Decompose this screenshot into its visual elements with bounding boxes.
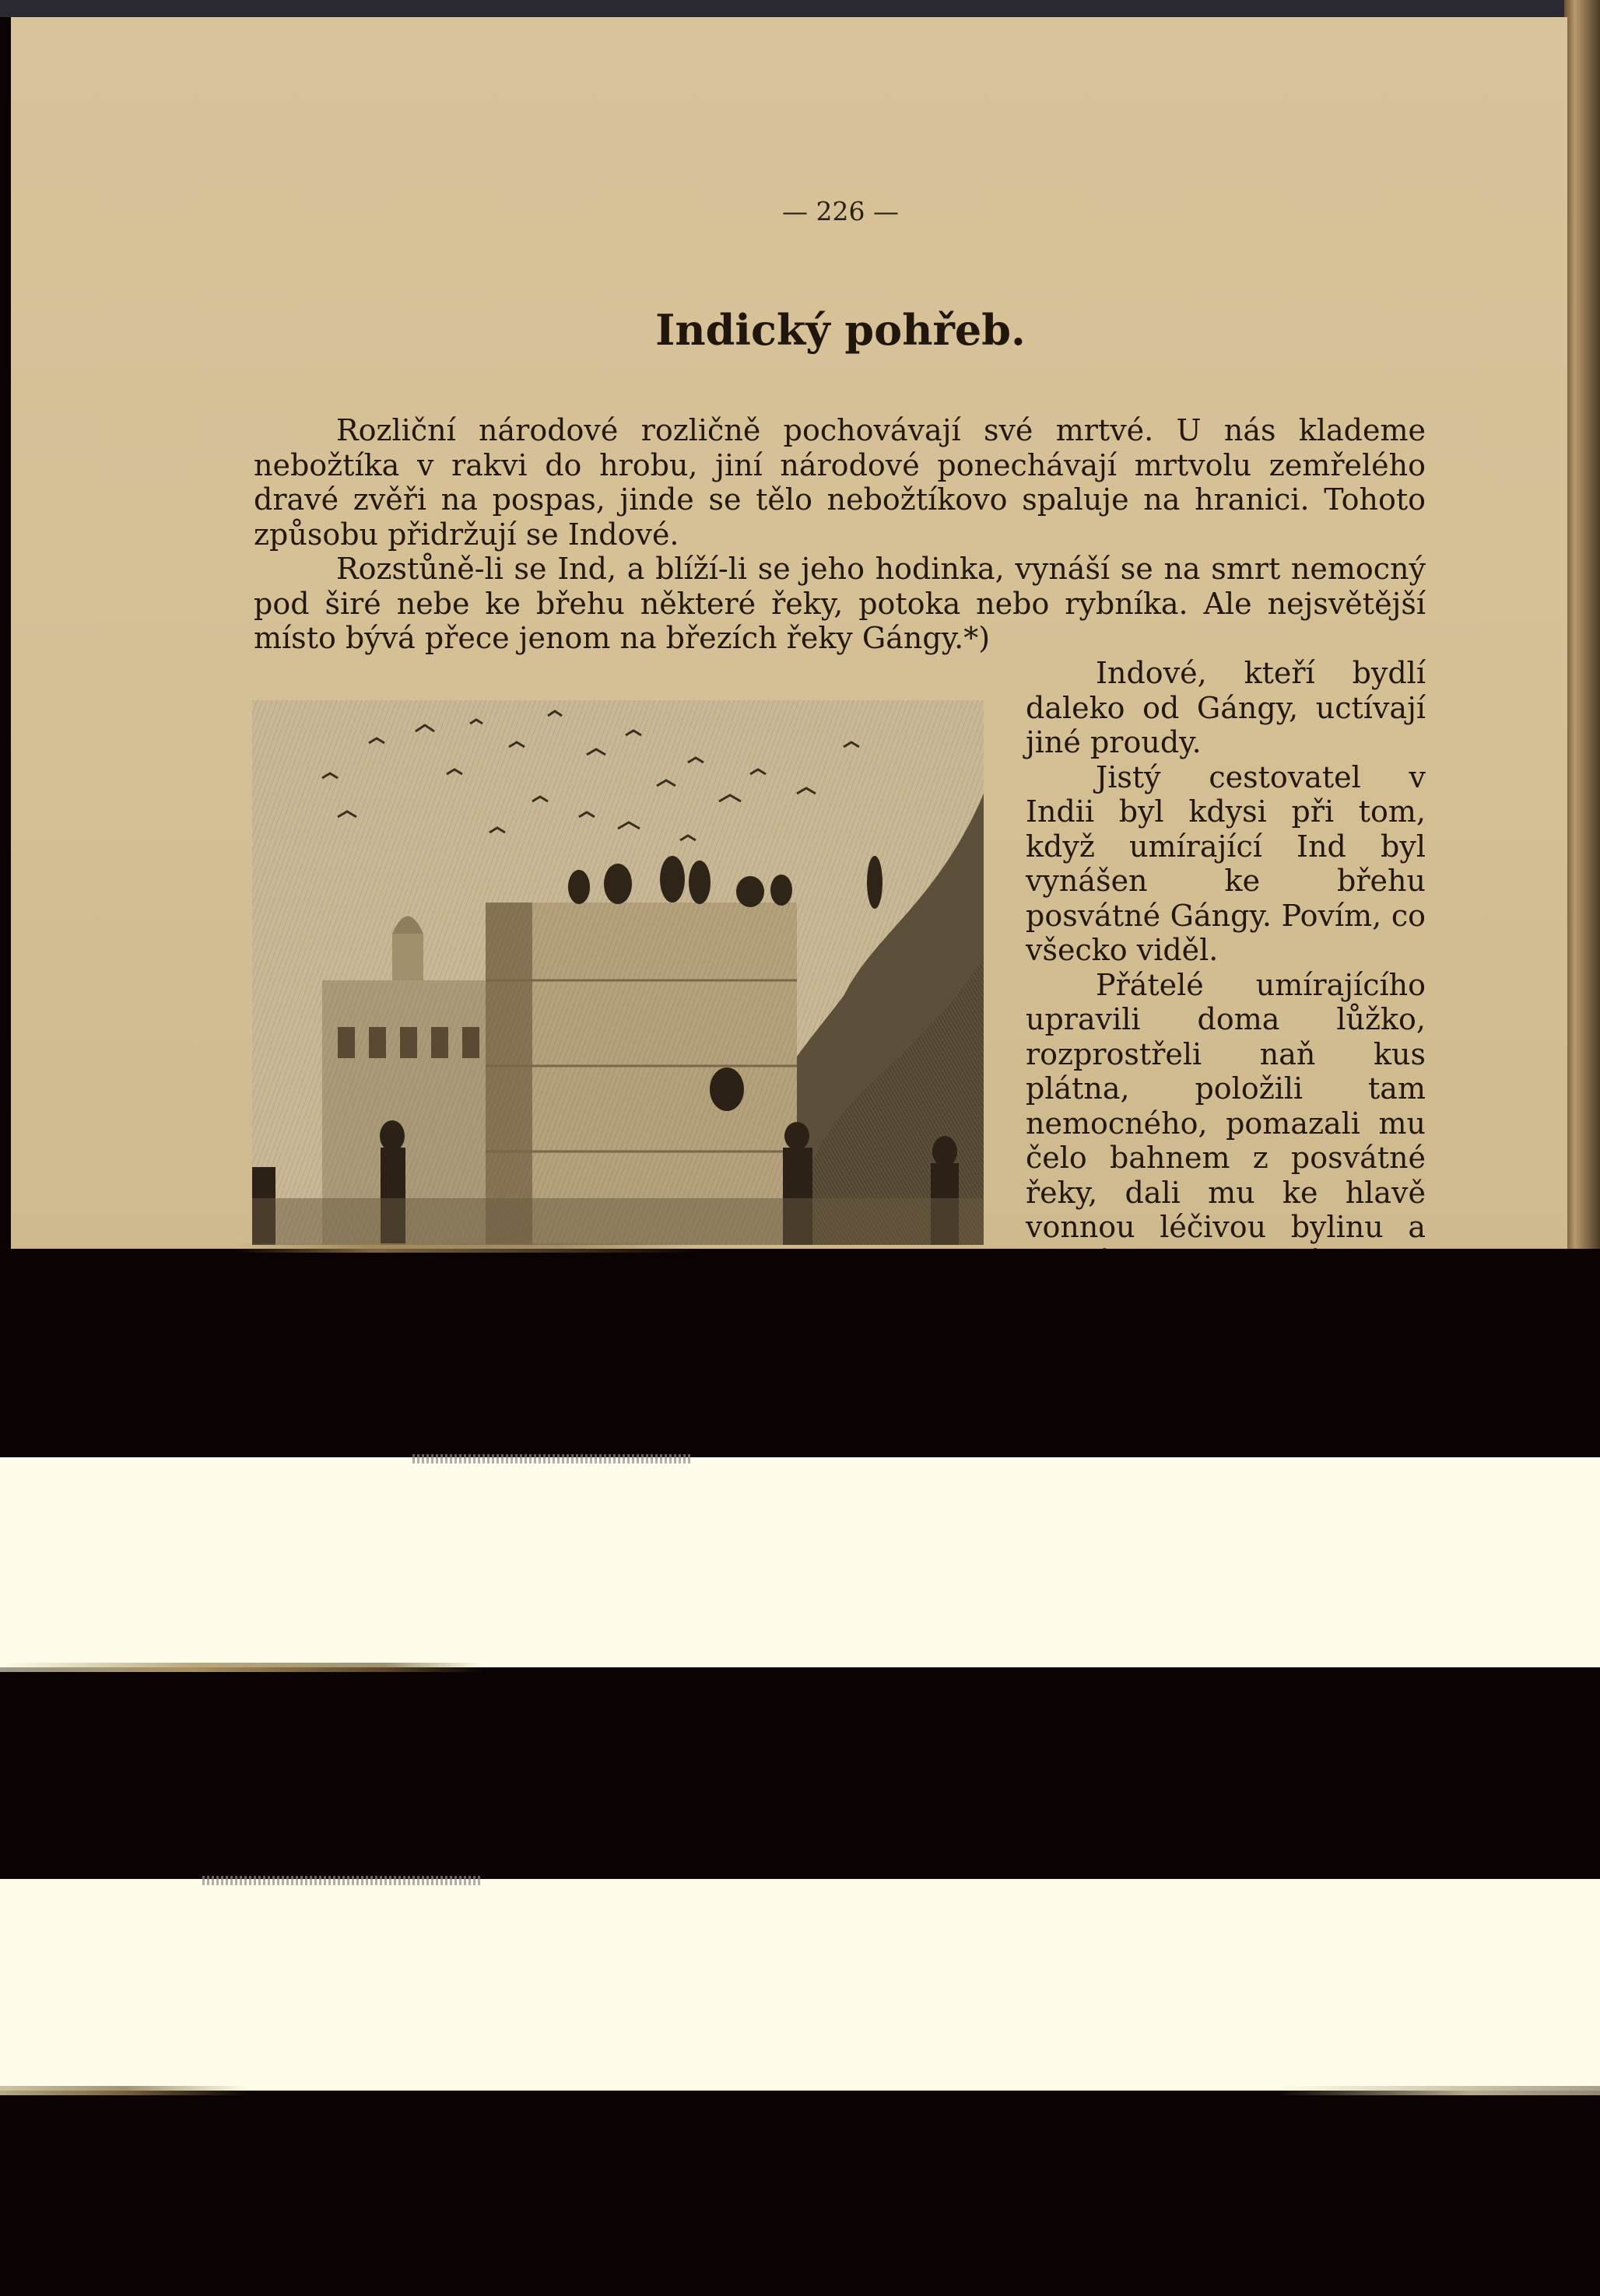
scan-light-band-1 <box>0 1457 1600 1667</box>
side-column <box>1026 656 1426 1247</box>
engraving-drawing <box>252 700 984 1245</box>
scan-edge-fade-3 <box>0 2086 249 2095</box>
scan-top-strip <box>0 0 1600 17</box>
page-number: — 226 — <box>782 196 899 226</box>
scan-dark-band-3 <box>0 2091 1600 2296</box>
scan-dark-band-2 <box>0 1667 1600 1879</box>
engraving-illustration <box>252 700 984 1245</box>
temple-tower <box>392 934 423 980</box>
scan-edge-fade-2 <box>0 1663 482 1672</box>
ground <box>252 1198 984 1245</box>
scan-edge-fade-1 <box>233 1243 700 1253</box>
side-paragraph-2: Jistý cestovatel v Indii byl kdysi při tom, když umírající Ind byl vynášen ke břehu posvátné Gángy. Povím, co všecko viděl. <box>1026 759 1426 967</box>
side-paragraph-3: Přátelé umírajícího upravili doma lůžko, rozprostřeli naň kus plátna, položili tam nemocného, pomazali mu čelo bahnem z posvátné řeky, dali mu ke hlavě vonnou léčivou bylinu a <box>1026 967 1426 1244</box>
scan-dark-band-1 <box>0 1249 1600 1457</box>
paragraph-2: Rozstůně-li se Ind, a blíží-li se jeho hodinka, vynáší se na smrt nemocný pod širé nebe ke břehu některé řeky, potoka nebo rybníka. Ale nejsvětější místo bývá přece jenom na březích řeky Gángy.*) <box>254 552 1426 655</box>
scan-dot-line-2 <box>202 1876 482 1885</box>
paragraph-1: Rozliční národové rozličně pochovávají své mrtvé. U nás klademe nebožtíka v rakvi do hrobu, jiní národové ponechávají mrtvolu zemřelého dravé zvěři na pospas, jinde se tělo nebožtíkovo spaluje na hranici. Tohoto způsobu přidržují se Indové. <box>254 413 1426 552</box>
side-paragraph-1: Indové, kteří bydlí daleko od Gángy, uctívají jiné proudy. <box>1026 656 1426 759</box>
page-title: Indický pohřeb. <box>655 305 1026 355</box>
scan-light-band-2 <box>0 1879 1600 2091</box>
scan-dot-line-1 <box>412 1454 693 1463</box>
book-spine-edge <box>1564 0 1600 1249</box>
scan-edge-fade-4 <box>1276 2086 1600 2095</box>
